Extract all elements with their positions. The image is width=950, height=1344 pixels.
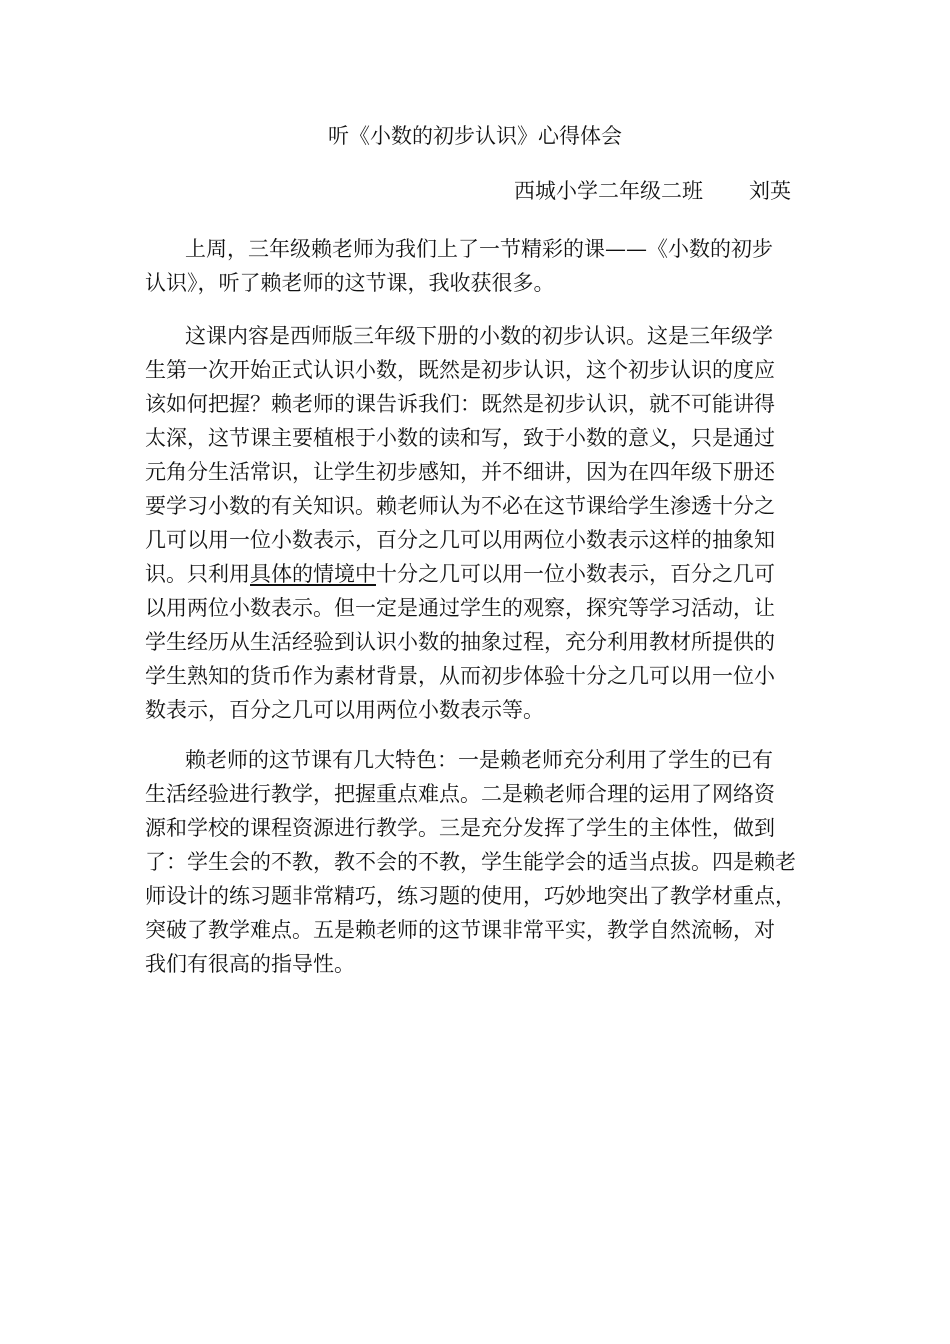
paragraph-line: 元角分生活常识，让学生初步感知，并不细讲，因为在四年级下册还 <box>145 460 775 484</box>
paragraph-line-with-underline <box>145 557 805 591</box>
paragraph-1 <box>145 232 805 300</box>
paragraph-line: 生第一次开始正式认识小数，既然是初步认识，这个初步认识的度应 <box>145 358 775 382</box>
paragraph-line: 师设计的练习题非常精巧，练习题的使用，巧妙地突出了教学材重点， <box>145 884 796 908</box>
paragraph-line: 太深，这节课主要植根于小数的读和写，致于小数的意义，只是通过 <box>145 426 775 450</box>
paragraph-line: 学生经历从生活经验到认识小数的抽象过程，充分利用教材所提供的 <box>145 630 775 654</box>
paragraph-line: 几可以用一位小数表示，百分之几可以用两位小数表示这样的抽象知 <box>145 528 775 552</box>
paragraph-line: 该如何把握？赖老师的课告诉我们：既然是初步认识，就不可能讲得 <box>145 392 775 416</box>
underlined-phrase: 具体的情境中 <box>250 562 376 586</box>
paragraph-2 <box>145 319 805 727</box>
paragraph-line: 要学习小数的有关知识。赖老师认为不必在这节课给学生渗透十分之 <box>145 494 775 518</box>
paragraph-line: 突破了教学难点。五是赖老师的这节课非常平实，教学自然流畅，对 <box>145 918 775 942</box>
paragraph-line: 源和学校的课程资源进行教学。三是充分发挥了学生的主体性，做到 <box>145 816 775 840</box>
paragraph-line: 赖老师的这节课有几大特色：一是赖老师充分利用了学生的已有 <box>185 748 773 772</box>
author-line <box>145 176 791 206</box>
document-title: 听《小数的初步认识》心得体会 <box>328 124 622 148</box>
paragraph-line: 数表示，百分之几可以用两位小数表示等。 <box>145 698 544 722</box>
paragraph-3 <box>145 743 805 981</box>
paragraph-line: 上周，三年级赖老师为我们上了一节精彩的课——《小数的初步 <box>185 237 773 261</box>
paragraph-line: 以用两位小数表示。但一定是通过学生的观察，探究等学习活动，让 <box>145 596 775 620</box>
paragraph-line: 我们有很高的指导性。 <box>145 952 355 976</box>
line-segment: 识。只利用 <box>145 562 250 586</box>
paragraph-line: 认识》，听了赖老师的这节课，我收获很多。 <box>145 271 555 295</box>
paragraph-line: 学生熟知的货币作为素材背景，从而初步体验十分之几可以用一位小 <box>145 664 775 688</box>
paragraph-line: 生活经验进行教学，把握重点难点。二是赖老师合理的运用了网络资 <box>145 782 775 806</box>
paragraph-line: 了：学生会的不教，教不会的不教，学生能学会的适当点拔。四是赖老 <box>145 850 796 874</box>
author-school: 西城小学二年级二班 <box>514 179 703 203</box>
line-segment: 十分之几可以用一位小数表示，百分之几可 <box>376 562 775 586</box>
author-name: 刘英 <box>749 179 791 203</box>
paragraph-line: 这课内容是西师版三年级下册的小数的初步认识。这是三年级学 <box>185 324 773 348</box>
